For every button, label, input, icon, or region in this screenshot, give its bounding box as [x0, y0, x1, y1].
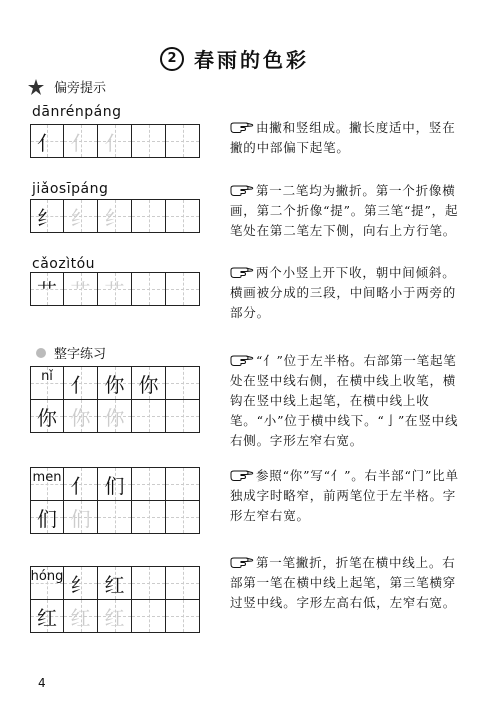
grid-cell — [132, 566, 166, 600]
grid-cell — [30, 199, 64, 233]
grid-cell — [166, 599, 200, 633]
word-pinyin: nǐ — [41, 369, 53, 384]
word-radical: 纟 — [70, 572, 91, 597]
grid-cell — [64, 566, 98, 600]
word-char-model: 你 — [37, 405, 57, 430]
grid-cell — [64, 366, 98, 400]
grid-cell — [64, 272, 98, 306]
word-trace-char: 红 — [104, 605, 125, 630]
radical-trace-char: 艹 — [104, 278, 125, 303]
grid-cell — [98, 399, 132, 433]
radical-char: 亻 — [37, 130, 57, 155]
grid-cell — [30, 399, 64, 433]
grid-cell — [166, 467, 200, 501]
grid-cell — [64, 467, 98, 501]
pointing-hand-icon — [230, 184, 254, 196]
grid-cell — [30, 500, 64, 534]
radical-practice-grid — [30, 272, 200, 306]
lesson-header — [160, 44, 309, 73]
radical-trace-char: 亻 — [70, 130, 91, 155]
star-icon — [28, 79, 44, 95]
grid-cell — [166, 199, 200, 233]
word-pinyin-cell — [30, 467, 64, 501]
grid-cell — [64, 599, 98, 633]
word-char: 你 — [138, 372, 159, 397]
radical-trace-char: 纟 — [70, 205, 91, 230]
radical-pinyin: dānrénpáng — [32, 104, 122, 120]
pointing-hand-icon — [230, 354, 254, 366]
bullet-icon — [36, 348, 46, 358]
radical-note: 由撇和竖组成。撇长度适中，竖在撇的中部偏下起笔。 — [230, 120, 456, 155]
radical-pinyin: jiǎosīpáng — [32, 181, 109, 197]
word-grid-row-1 — [30, 366, 200, 400]
lesson-number: 2 — [160, 47, 184, 71]
word-grid-row-2 — [30, 599, 200, 633]
grid-cell — [132, 399, 166, 433]
radical-note: 第一二笔均为撇折。第一个折像横画，第二个折像“提”。第三笔“提”，起笔处在第二笔左下侧，向右上方行笔。 — [230, 183, 459, 238]
radical-tips-heading — [28, 77, 106, 96]
grid-cell — [166, 366, 200, 400]
radical-pinyin: cǎozìtóu — [32, 256, 96, 272]
grid-cell — [166, 272, 200, 306]
word-char: 们 — [104, 473, 125, 498]
grid-cell — [64, 399, 98, 433]
page-number: 4 — [38, 676, 46, 690]
grid-cell — [132, 500, 166, 534]
radical-trace-char: 纟 — [104, 205, 125, 230]
word-practice-block — [30, 366, 200, 433]
grid-cell — [166, 566, 200, 600]
pointing-hand-icon — [230, 469, 254, 481]
radical-char: 艹 — [37, 278, 57, 303]
word-pinyin: hóng — [30, 569, 64, 584]
word-trace-char: 你 — [104, 405, 125, 430]
grid-cell — [98, 199, 132, 233]
radical-tips-heading-text: 偏旁提示 — [54, 81, 107, 96]
word-note: 第一笔撇折，折笔在横中线上。右部第一笔在横中线上起笔，第三笔横穿过竖中线。字形左高右低，左窄右宽。 — [230, 555, 457, 610]
word-radical: 亻 — [70, 473, 91, 498]
word-practice-block — [30, 566, 200, 633]
word-grid-row-1 — [30, 467, 200, 501]
word-note: “亻”位于左半格。右部第一笔起笔处在竖中线右侧，在横中线上收笔，横钩在竖中线上起笔，在横中线上收笔。“小”位于横中线下。“亅”在竖中线右侧。字形左窄右宽。 — [230, 353, 459, 448]
radical-trace-char: 亻 — [104, 130, 125, 155]
radical-char: 纟 — [37, 205, 57, 230]
grid-cell — [132, 366, 166, 400]
radical-practice-grid — [30, 199, 200, 233]
pointing-hand-icon — [230, 556, 254, 568]
radical-note: 两个小竖上开下收，朝中间倾斜。横画被分成的三段，中间略小于两旁的部分。 — [230, 265, 457, 320]
word-pinyin-cell — [30, 366, 64, 400]
radical-trace-char: 艹 — [70, 278, 91, 303]
grid-cell — [98, 566, 132, 600]
grid-cell — [98, 124, 132, 158]
grid-cell — [64, 500, 98, 534]
grid-cell — [98, 272, 132, 306]
lesson-title: 春雨的色彩 — [194, 48, 309, 72]
grid-cell — [64, 124, 98, 158]
whole-character-practice-heading-text: 整字练习 — [54, 347, 107, 362]
radical-practice-grid — [30, 124, 200, 158]
word-char: 红 — [104, 572, 125, 597]
word-pinyin-cell — [30, 566, 64, 600]
grid-cell — [132, 467, 166, 501]
grid-cell — [98, 500, 132, 534]
pointing-hand-icon — [230, 121, 254, 133]
grid-cell — [30, 599, 64, 633]
grid-cell — [98, 467, 132, 501]
word-char-model: 们 — [37, 506, 57, 531]
word-trace-char: 们 — [70, 506, 91, 531]
grid-cell — [64, 199, 98, 233]
whole-character-practice-heading — [36, 343, 106, 362]
grid-cell — [132, 599, 166, 633]
pointing-hand-icon — [230, 266, 254, 278]
grid-cell — [98, 366, 132, 400]
word-practice-block — [30, 467, 200, 534]
word-char-step: 你 — [104, 372, 125, 397]
grid-cell — [166, 399, 200, 433]
word-grid-row-2 — [30, 500, 200, 534]
word-char-model: 红 — [37, 605, 57, 630]
word-trace-char: 你 — [70, 405, 91, 430]
grid-cell — [30, 124, 64, 158]
word-grid-row-2 — [30, 399, 200, 433]
grid-cell — [132, 199, 166, 233]
grid-cell — [30, 272, 64, 306]
word-pinyin: men — [32, 470, 62, 485]
grid-cell — [132, 124, 166, 158]
word-note: 参照“你”写“亻”。右半部“门”比单独成字时略窄，前两笔位于左半格。字形左窄右宽。 — [230, 468, 459, 523]
word-radical: 亻 — [70, 372, 91, 397]
word-trace-char: 红 — [70, 605, 91, 630]
grid-cell — [132, 272, 166, 306]
grid-cell — [98, 599, 132, 633]
word-grid-row-1 — [30, 566, 200, 600]
grid-cell — [166, 500, 200, 534]
grid-cell — [166, 124, 200, 158]
